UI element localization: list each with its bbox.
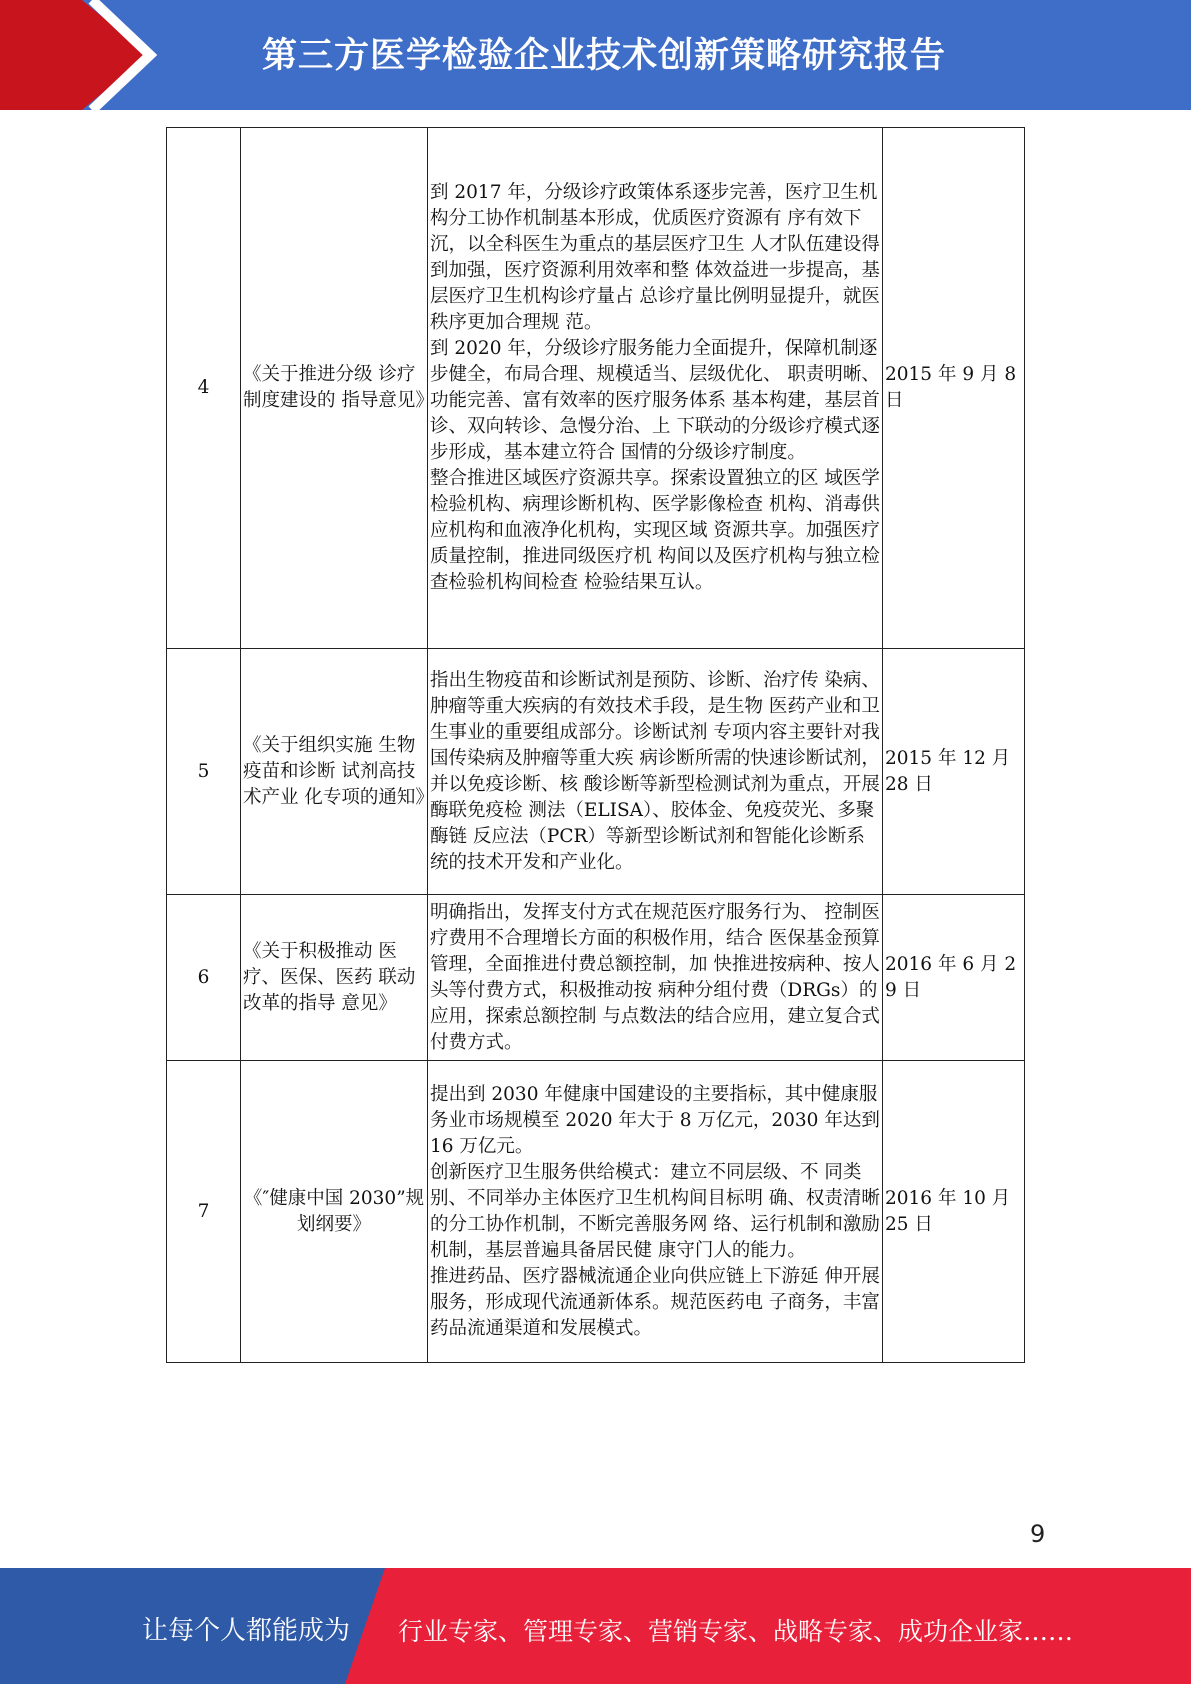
content-paragraph: 到 2017 年，分级诊疗政策体系逐步完善，医疗卫生机构分工协作机制基本形成，优质医疗资源有 序有效下沉，以全科医生为重点的基层医疗卫生 人才队伍建设得到加强，医疗资源利用效率和整 体效益进一步提高，基层医疗卫生机构诊疗量占 总诊疗量比例明显提升，就医秩序更加合理规 范。	[430, 182, 880, 333]
table-row	[167, 128, 1025, 649]
content-paragraph: 提出到 2030 年健康中国建设的主要指标，其中健康服务业市场规模至 2020 年大于 8 万亿元，2030 年达到 16 万亿元。	[430, 1083, 880, 1157]
content-paragraph: 指出生物疫苗和诊断试剂是预防、诊断、治疗传 染病、肿瘤等重大疾病的有效技术手段，是生物 医药产业和卫生事业的重要组成部分。诊断试剂 专项内容主要针对我国传染病及肿瘤等重大疾 病诊断所需的快速诊断试剂，并以免疫诊断、核 酸诊断等新型检测试剂为重点，开展酶联免疫检 测法（ELISA）、胶体金、免疫荧光、多聚酶链 反应法（PCR）等新型诊断试剂和智能化诊断系 统的技术开发和产业化。	[430, 669, 880, 873]
issue-date: 2016 年 10 月 25 日	[883, 1061, 1025, 1363]
report-title: 第三方医学检验企业技术创新策略研究报告	[262, 36, 947, 76]
table-row	[167, 649, 1025, 895]
issue-date: 2015 年 9 月 8 日	[883, 128, 1025, 649]
issue-date: 2016 年 6 月 29 日	[883, 895, 1025, 1061]
content-paragraph: 整合推进区域医疗资源共享。探索设置独立的区 域医学检验机构、病理诊断机构、医学影像检查 机构、消毒供应机构和血液净化机构，实现区域 资源共享。加强医疗质量控制，推进同级医疗机 构间以及医疗机构与独立检查检验机构间检查 检验结果互认。	[430, 468, 880, 593]
policy-table	[166, 127, 1025, 1363]
row-number: 4	[167, 128, 241, 649]
row-number: 7	[167, 1061, 241, 1363]
page-header	[0, 0, 1191, 110]
policy-name: 《关于推进分级 诊疗制度建设的 指导意见》	[241, 128, 428, 649]
policy-content	[428, 895, 883, 1061]
row-number: 5	[167, 649, 241, 895]
header-red-arrow	[0, 0, 148, 110]
issue-date: 2015 年 12 月 28 日	[883, 649, 1025, 895]
content-paragraph: 到 2020 年，分级诊疗服务能力全面提升，保障机制逐步健全，布局合理、规模适当、层级优化、 职责明晰、功能完善、富有效率的医疗服务体系 基本构建，基层首诊、双向转诊、急慢分治、上 下联动的分级诊疗模式逐步形成，基本建立符合 国情的分级诊疗制度。	[430, 338, 880, 463]
policy-content	[428, 128, 883, 649]
policy-content	[428, 649, 883, 895]
table-row	[167, 1061, 1025, 1363]
row-number: 6	[167, 895, 241, 1061]
table-row	[167, 895, 1025, 1061]
policy-content	[428, 1061, 883, 1363]
page-footer	[0, 1568, 1191, 1684]
page-number: 9	[1030, 1520, 1046, 1548]
content-paragraph: 创新医疗卫生服务供给模式：建立不同层级、不 同类别、不同举办主体医疗卫生机构间目标明 确、权责清晰的分工协作机制，不断完善服务网 络、运行机制和激励机制，基层普遍具备居民健 康守门人的能力。	[430, 1161, 880, 1261]
policy-name: 《关于组织实施 生物疫苗和诊断 试剂高技术产业 化专项的通知》	[241, 649, 428, 895]
policy-name: 《″健康中国 2030”规划纲要》	[241, 1061, 428, 1363]
content-paragraph: 推进药品、医疗器械流通企业向供应链上下游延 伸开展服务，形成现代流通新体系。规范医药电 子商务，丰富药品流通渠道和发展模式。	[430, 1265, 880, 1339]
footer-slogan-left: 让每个人都能成为	[142, 1616, 351, 1646]
footer-slogan-right: 行业专家、管理专家、营销专家、战略专家、成功企业家……	[398, 1617, 1074, 1646]
content-paragraph: 明确指出，发挥支付方式在规范医疗服务行为、 控制医疗费用不合理增长方面的积极作用，结合 医保基金预算管理，全面推进付费总额控制，加 快推进按病种、按人头等付费方式，积极推动按 病种分组付费（DRGs）的应用，探索总额控制 与点数法的结合应用，建立复合式付费方式。	[430, 901, 880, 1053]
policy-name: 《关于积极推动 医疗、医保、医药 联动改革的指导 意见》	[241, 895, 428, 1061]
